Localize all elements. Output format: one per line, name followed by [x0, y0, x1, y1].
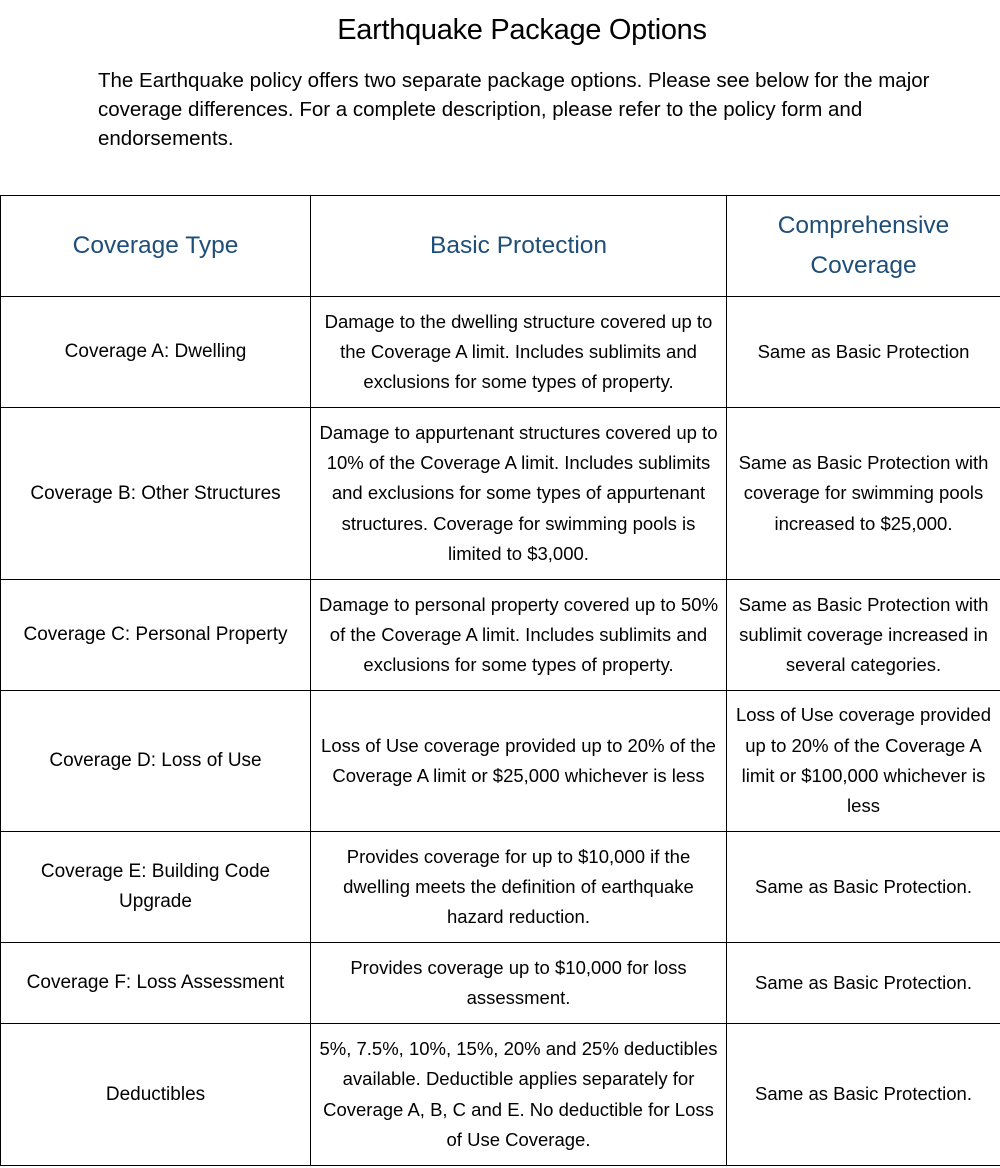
comprehensive-coverage-cell: Same as Basic Protection [727, 297, 1000, 408]
table-header-row [1, 196, 1000, 297]
header-basic-protection: Basic Protection [311, 196, 727, 297]
coverage-type-cell: Coverage A: Dwelling [1, 297, 311, 408]
basic-protection-cell: Damage to the dwelling structure covered up to the Coverage A limit. Includes sublimits and exclusions for some types of property. [311, 297, 727, 408]
table-row [1, 408, 1000, 580]
header-comprehensive-coverage: Comprehensive Coverage [727, 196, 1000, 297]
page-title: Earthquake Package Options [337, 14, 707, 46]
comprehensive-coverage-cell: Same as Basic Protection. [727, 832, 1000, 943]
table-row [1, 297, 1000, 408]
table-row [1, 943, 1000, 1024]
coverage-type-cell: Coverage E: Building Code Upgrade [1, 832, 311, 943]
coverage-table-container [0, 195, 1000, 1166]
coverage-type-cell: Coverage F: Loss Assessment [1, 943, 311, 1024]
intro-paragraph: The Earthquake policy offers two separate package options. Please see below for the major coverage differences. For a complete description, please refer to the policy form and endorsements. [98, 69, 930, 150]
table-row [1, 691, 1000, 832]
coverage-type-cell: Deductibles [1, 1024, 311, 1166]
table-row [1, 832, 1000, 943]
basic-protection-cell: Provides coverage for up to $10,000 if the dwelling meets the definition of earthquake hazard reduction. [311, 832, 727, 943]
coverage-type-cell: Coverage B: Other Structures [1, 408, 311, 580]
comprehensive-coverage-cell: Same as Basic Protection with sublimit coverage increased in several categories. [727, 580, 1000, 691]
coverage-type-cell: Coverage C: Personal Property [1, 580, 311, 691]
comprehensive-coverage-cell: Same as Basic Protection with coverage for swimming pools increased to $25,000. [727, 408, 1000, 580]
table-row [1, 580, 1000, 691]
basic-protection-cell: Damage to appurtenant structures covered up to 10% of the Coverage A limit. Includes sublimits and exclusions for some types of appurtenant structures. Coverage for swimming pools is limited to $3,000. [311, 408, 727, 580]
basic-protection-cell: Provides coverage up to $10,000 for loss assessment. [311, 943, 727, 1024]
comprehensive-coverage-cell: Same as Basic Protection. [727, 1024, 1000, 1166]
coverage-comparison-table [0, 195, 1000, 1166]
table-row [1, 1024, 1000, 1166]
basic-protection-cell: Damage to personal property covered up to 50% of the Coverage A limit. Includes sublimits and exclusions for some types of property. [311, 580, 727, 691]
coverage-type-cell: Coverage D: Loss of Use [1, 691, 311, 832]
basic-protection-cell: 5%, 7.5%, 10%, 15%, 20% and 25% deductibles available. Deductible applies separately for Coverage A, B, C and E. No deductible for Loss of Use Coverage. [311, 1024, 727, 1166]
basic-protection-cell: Loss of Use coverage provided up to 20% of the Coverage A limit or $25,000 whichever is less [311, 691, 727, 832]
header-coverage-type: Coverage Type [1, 196, 311, 297]
comprehensive-coverage-cell: Loss of Use coverage provided up to 20% of the Coverage A limit or $100,000 whichever is less [727, 691, 1000, 832]
comprehensive-coverage-cell: Same as Basic Protection. [727, 943, 1000, 1024]
